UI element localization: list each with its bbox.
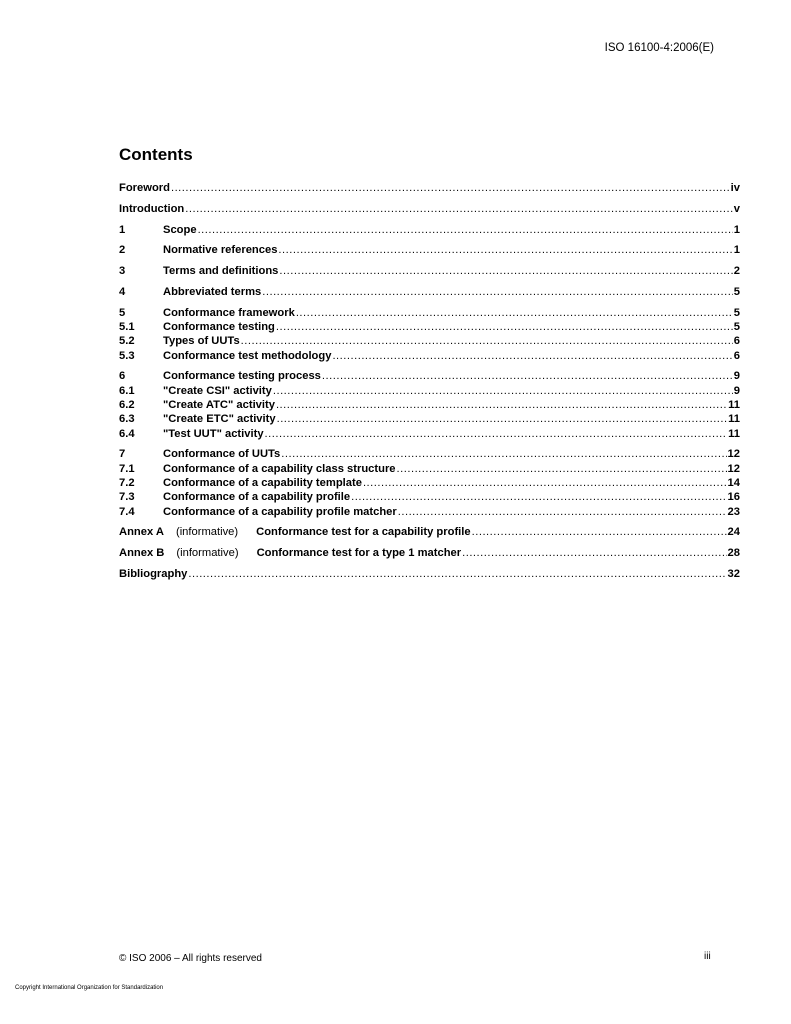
toc-entry-number: 2 bbox=[119, 244, 126, 257]
toc-entry[interactable] bbox=[119, 462, 740, 476]
toc-dot-leader bbox=[296, 306, 733, 320]
toc-entry[interactable] bbox=[119, 306, 740, 320]
toc-dot-leader bbox=[279, 264, 732, 278]
toc-dot-leader bbox=[322, 369, 733, 383]
toc-entry-number: 5.3 bbox=[119, 349, 135, 362]
footer-copyright: © ISO 2006 – All rights reserved bbox=[119, 953, 262, 964]
toc-entry-number: 4 bbox=[119, 285, 126, 298]
toc-dot-leader bbox=[397, 462, 727, 476]
toc-dot-leader bbox=[277, 412, 728, 426]
toc-entry-number: 6 bbox=[119, 370, 126, 383]
toc-dot-leader bbox=[363, 476, 727, 490]
document-id: ISO 16100-4:2006(E) bbox=[604, 42, 714, 54]
toc-entry-number: 6.1 bbox=[119, 384, 135, 397]
toc-entry[interactable] bbox=[119, 427, 740, 441]
toc-entry-label: "Create ATC" activity bbox=[163, 399, 275, 412]
page-title: Contents bbox=[119, 145, 193, 164]
toc-entry-label: "Create CSI" activity bbox=[163, 384, 272, 397]
toc-entry-page: 9 bbox=[733, 370, 740, 383]
toc-dot-leader bbox=[276, 398, 727, 412]
toc-entry[interactable] bbox=[119, 384, 740, 398]
toc-entry[interactable] bbox=[119, 223, 740, 237]
toc-entry-page: 14 bbox=[727, 477, 740, 490]
toc-entry-number: 6.4 bbox=[119, 427, 135, 440]
toc-dot-leader bbox=[462, 546, 726, 560]
toc-entry-label: Conformance test methodology bbox=[163, 349, 332, 362]
annex-lead: Annex B bbox=[119, 547, 165, 560]
toc-entry[interactable] bbox=[119, 181, 740, 195]
footer-page-number: iii bbox=[704, 951, 711, 962]
toc-entry-number: 5.1 bbox=[119, 321, 135, 334]
toc-entry-label: Abbreviated terms bbox=[163, 285, 262, 298]
annex-page: 24 bbox=[727, 526, 740, 539]
toc-entry-label: Conformance testing process bbox=[163, 370, 321, 383]
toc-entry-label: Scope bbox=[163, 223, 197, 236]
toc-entry[interactable] bbox=[119, 369, 740, 383]
toc-entry[interactable] bbox=[119, 412, 740, 426]
toc-entry[interactable] bbox=[119, 320, 740, 334]
toc-entry-page: 1 bbox=[733, 223, 740, 236]
toc-entry-number: 7 bbox=[119, 448, 126, 461]
toc-dot-leader bbox=[332, 349, 732, 363]
toc-entry-page: 5 bbox=[733, 306, 740, 319]
toc-entry[interactable] bbox=[119, 505, 740, 519]
toc-entry-page: 1 bbox=[733, 244, 740, 257]
toc-entry-page: 12 bbox=[727, 448, 740, 461]
annex-informative: (informative) bbox=[176, 547, 239, 560]
toc-entry[interactable] bbox=[119, 243, 740, 257]
toc-dot-leader bbox=[278, 243, 732, 257]
toc-entry-number: 7.4 bbox=[119, 505, 135, 518]
table-of-contents bbox=[119, 181, 740, 581]
toc-entry[interactable] bbox=[119, 398, 740, 412]
toc-entry-label: "Create ETC" activity bbox=[163, 413, 276, 426]
toc-bibliography-entry[interactable] bbox=[119, 567, 740, 581]
toc-dot-leader bbox=[241, 334, 733, 348]
toc-entry-number: 7.3 bbox=[119, 491, 135, 504]
toc-entry-page: v bbox=[733, 202, 740, 215]
toc-entry-page: 12 bbox=[727, 462, 740, 475]
toc-entry-label: Conformance framework bbox=[163, 306, 295, 319]
toc-entry-page: 6 bbox=[733, 349, 740, 362]
toc-entry-number: 5.2 bbox=[119, 335, 135, 348]
annex-page: 28 bbox=[727, 547, 740, 560]
toc-annex-entry[interactable] bbox=[119, 546, 740, 560]
toc-entry-label: "Test UUT" activity bbox=[163, 427, 264, 440]
toc-dot-leader bbox=[265, 427, 728, 441]
toc-dot-leader bbox=[198, 223, 733, 237]
toc-dot-leader bbox=[398, 505, 727, 519]
annex-title: Conformance test for a type 1 matcher bbox=[256, 547, 462, 560]
annex-lead: Annex A bbox=[119, 526, 164, 539]
toc-entry-label: Introduction bbox=[119, 202, 185, 215]
toc-entry-label: Conformance of a capability profile matcher bbox=[163, 505, 397, 518]
toc-entry[interactable] bbox=[119, 285, 740, 299]
toc-entry-number: 7.1 bbox=[119, 462, 135, 475]
toc-entry-page: 2 bbox=[733, 265, 740, 278]
toc-entry-number: 1 bbox=[119, 223, 126, 236]
toc-dot-leader bbox=[351, 490, 726, 504]
toc-dot-leader bbox=[185, 202, 733, 216]
toc-dot-leader bbox=[276, 320, 733, 334]
toc-dot-leader bbox=[171, 181, 730, 195]
toc-entry-label: Conformance of a capability class structure bbox=[163, 462, 396, 475]
toc-entry[interactable] bbox=[119, 334, 740, 348]
annex-informative: (informative) bbox=[175, 526, 239, 539]
toc-entry[interactable] bbox=[119, 349, 740, 363]
toc-dot-leader bbox=[188, 567, 726, 581]
toc-entry-label: Types of UUTs bbox=[163, 335, 240, 348]
toc-entry-number: 6.2 bbox=[119, 399, 135, 412]
toc-entry[interactable] bbox=[119, 490, 740, 504]
toc-entry-page: 5 bbox=[733, 285, 740, 298]
bibliography-page: 32 bbox=[727, 568, 740, 581]
toc-annex-entry[interactable] bbox=[119, 525, 740, 539]
bibliography-label: Bibliography bbox=[119, 568, 188, 581]
toc-entry-page: 11 bbox=[728, 427, 740, 440]
toc-dot-leader bbox=[273, 384, 733, 398]
toc-entry-page: 11 bbox=[728, 399, 740, 412]
toc-entry-label: Conformance of a capability template bbox=[163, 477, 362, 490]
toc-entry-page: 11 bbox=[728, 413, 740, 426]
toc-dot-leader bbox=[281, 447, 726, 461]
toc-entry-label: Conformance of a capability profile bbox=[163, 491, 351, 504]
toc-entry-label: Foreword bbox=[119, 182, 170, 194]
toc-entry-page: iv bbox=[730, 182, 740, 194]
toc-dot-leader bbox=[262, 285, 733, 299]
toc-entry-label: Conformance of UUTs bbox=[163, 448, 281, 461]
toc-entry-page: 16 bbox=[727, 491, 740, 504]
toc-entry-page: 5 bbox=[733, 321, 740, 334]
toc-entry-label: Normative references bbox=[163, 244, 278, 257]
toc-entry-page: 6 bbox=[733, 335, 740, 348]
toc-entry-number: 5 bbox=[119, 306, 126, 319]
toc-entry[interactable] bbox=[119, 202, 740, 216]
toc-entry[interactable] bbox=[119, 476, 740, 490]
toc-entry-page: 9 bbox=[733, 384, 740, 397]
toc-entry[interactable] bbox=[119, 447, 740, 461]
toc-entry-number: 3 bbox=[119, 265, 126, 278]
toc-entry-label: Terms and definitions bbox=[163, 265, 279, 278]
toc-dot-leader bbox=[472, 525, 727, 539]
license-line: Copyright International Organization for Standardization bbox=[15, 985, 164, 991]
toc-entry-page: 23 bbox=[727, 505, 740, 518]
toc-entry-label: Conformance testing bbox=[163, 321, 275, 334]
toc-entry[interactable] bbox=[119, 264, 740, 278]
toc-entry-number: 7.2 bbox=[119, 477, 135, 490]
toc-entry-number: 6.3 bbox=[119, 413, 135, 426]
annex-title: Conformance test for a capability profile bbox=[256, 526, 471, 539]
